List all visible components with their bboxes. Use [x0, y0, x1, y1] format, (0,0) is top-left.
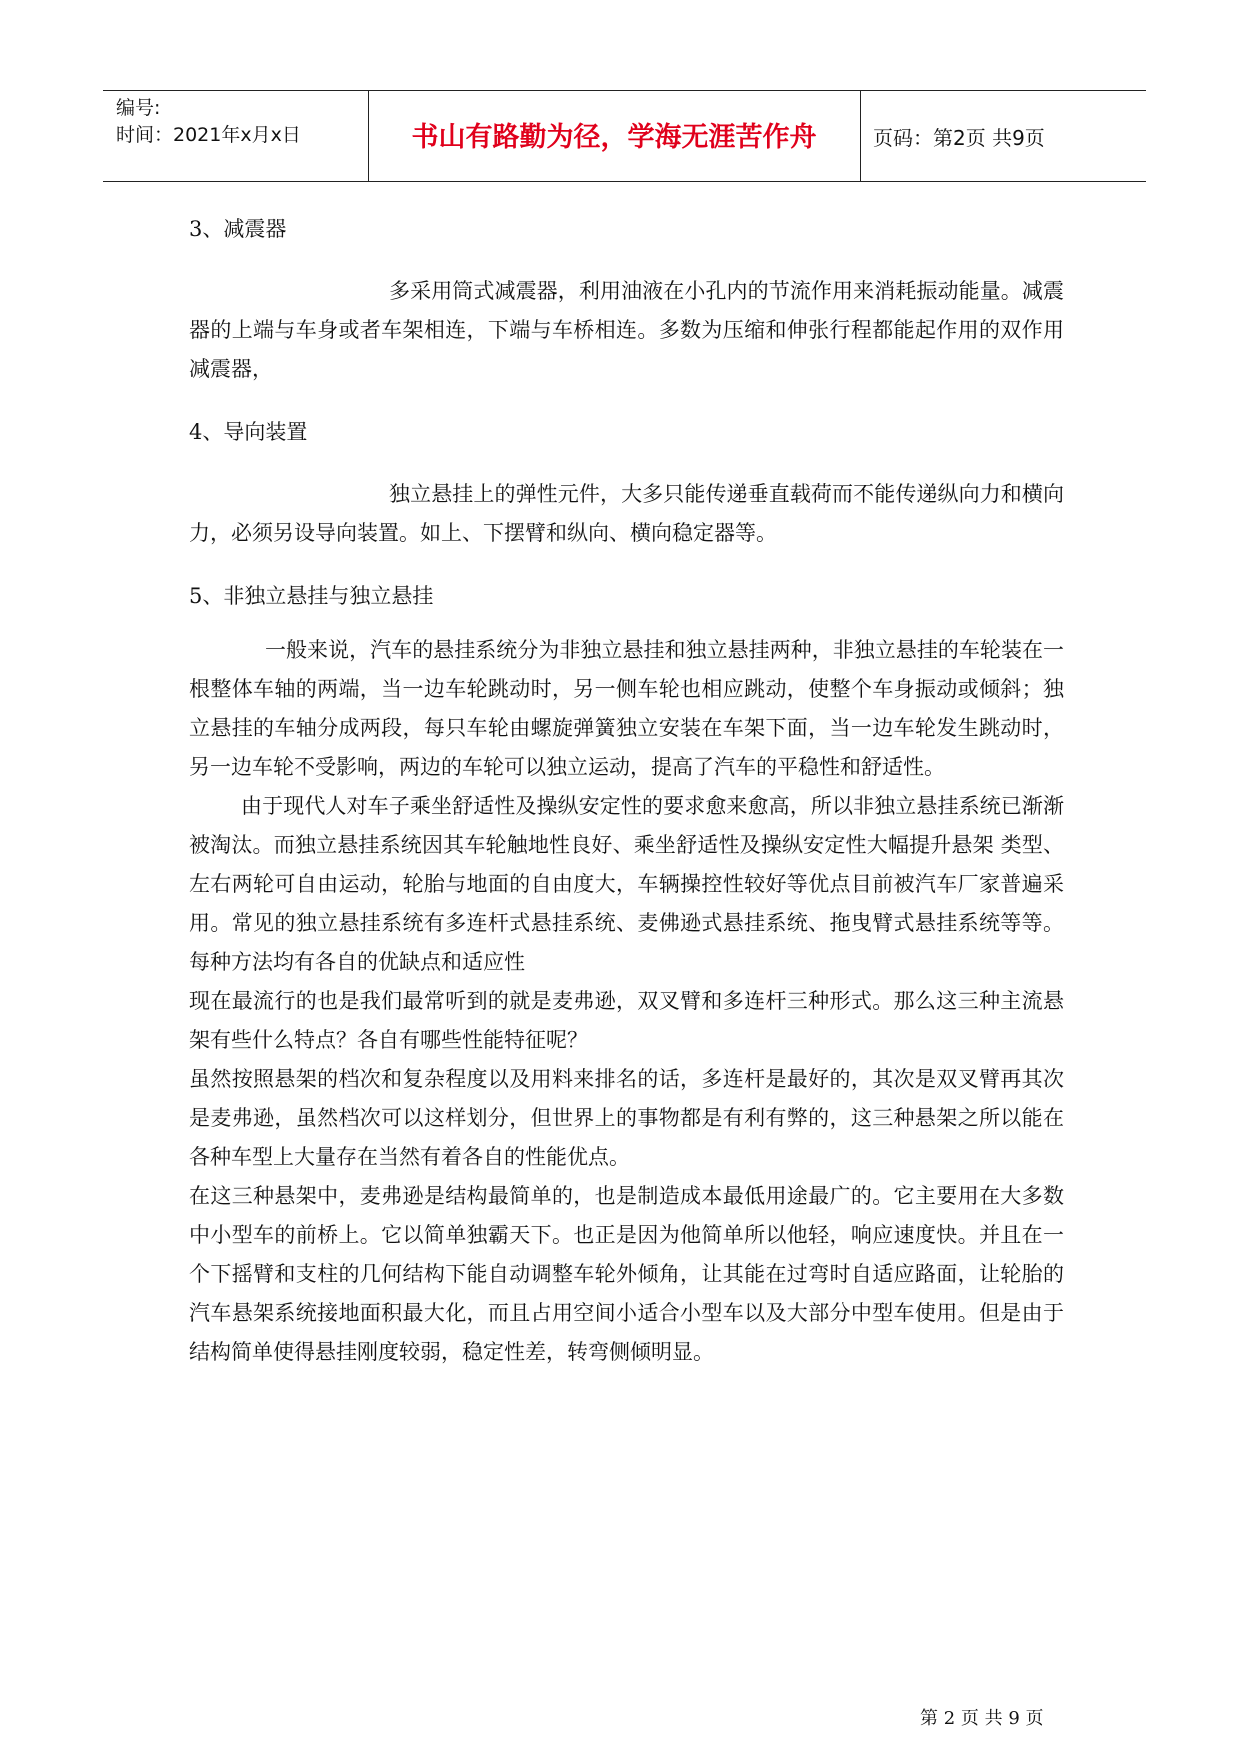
paragraph-suspension-intro: 一般来说，汽车的悬挂系统分为非独立悬挂和独立悬挂两种，非独立悬挂的车轮装在一根整体车轴的两端，当一边车轮跳动时，另一侧车轮也相应跳动，使整个车身振动或倾斜；独立悬挂的车轴分成两段，每只车轮由螺旋弹簧独立安装在车架下面，当一边车轮发生跳动时，另一边车轮不受影响，两边的车轮可以独立运动，提高了汽车的平稳性和舒适性。	[189, 638, 1064, 779]
header-page-info: 页码：第2页 共9页	[873, 126, 1045, 150]
serial-number-label: 编号:	[116, 97, 161, 119]
paragraph-shock-absorber: 多采用筒式减震器，利用油液在小孔内的节流作用来消耗振动能量。减震器的上端与车身或者车架相连，下端与车桥相连。多数为压缩和伸张行程都能起作用的双作用减震器，	[189, 279, 1064, 381]
page-footer: 第 2 页 共 9 页	[920, 1708, 1044, 1729]
header-motto: 书山有路勤为径，学海无涯苦作舟	[411, 122, 817, 153]
paragraph-three-types: 现在最流行的也是我们最常听到的就是麦弗逊，双叉臂和多连杆三种形式。那么这三种主流悬架有些什么特点？各自有哪些性能特征呢？	[189, 989, 1064, 1052]
paragraph-macpherson: 在这三种悬架中，麦弗逊是结构最简单的，也是制造成本最低用途最广的。它主要用在大多数中小型车的前桥上。它以简单独霸天下。也正是因为他简单所以他轻，响应速度快。并且在一个下摇臂和支柱的几何结构下能自动调整车轮外倾角，让其能在过弯时自适应路面，让轮胎的汽车悬架系统接地面积最大化，而且占用空间小适合小型车以及大部分中型车使用。但是由于结构简单使得悬挂刚度较弱，稳定性差，转弯侧倾明显。	[189, 1184, 1064, 1364]
section-heading-guide-device: 4、导向装置	[189, 420, 308, 444]
paragraph-independent-suspension: 由于现代人对车子乘坐舒适性及操纵安定性的要求愈来愈高，所以非独立悬挂系统已渐渐被淘汰。而独立悬挂系统因其车轮触地性良好、乘坐舒适性及操纵安定性大幅提升悬架 类型、左右两轮可自由运动，轮胎与地面的自由度大，车辆操控性较好等优点目前被汽车厂家普遍采用。常见的独立悬挂系统有多连杆式悬挂系统、麦佛逊式悬挂系统、拖曳臂式悬挂系统等等。每种方法均有各自的优缺点和适应性	[189, 794, 1064, 974]
header-divider-right	[860, 91, 861, 181]
header-meta	[116, 95, 301, 149]
page-header	[103, 90, 1146, 182]
paragraph-guide-device: 独立悬挂上的弹性元件，大多只能传递垂直载荷而不能传递纵向力和横向力，必须另设导向装置。如上、下摆臂和纵向、横向稳定器等。	[189, 482, 1064, 545]
paragraph-ranking: 虽然按照悬架的档次和复杂程度以及用料来排名的话，多连杆是最好的，其次是双叉臂再其次是麦弗逊，虽然档次可以这样划分，但世界上的事物都是有利有弊的，这三种悬架之所以能在各种车型上大量存在当然有着各自的性能优点。	[189, 1067, 1064, 1169]
section-heading-shock-absorber: 3、减震器	[189, 217, 287, 241]
time-label: 时间：2021年x月x日	[116, 124, 301, 146]
document-body	[189, 214, 1064, 1372]
section-heading-suspension-types: 5、非独立悬挂与独立悬挂	[189, 584, 434, 608]
